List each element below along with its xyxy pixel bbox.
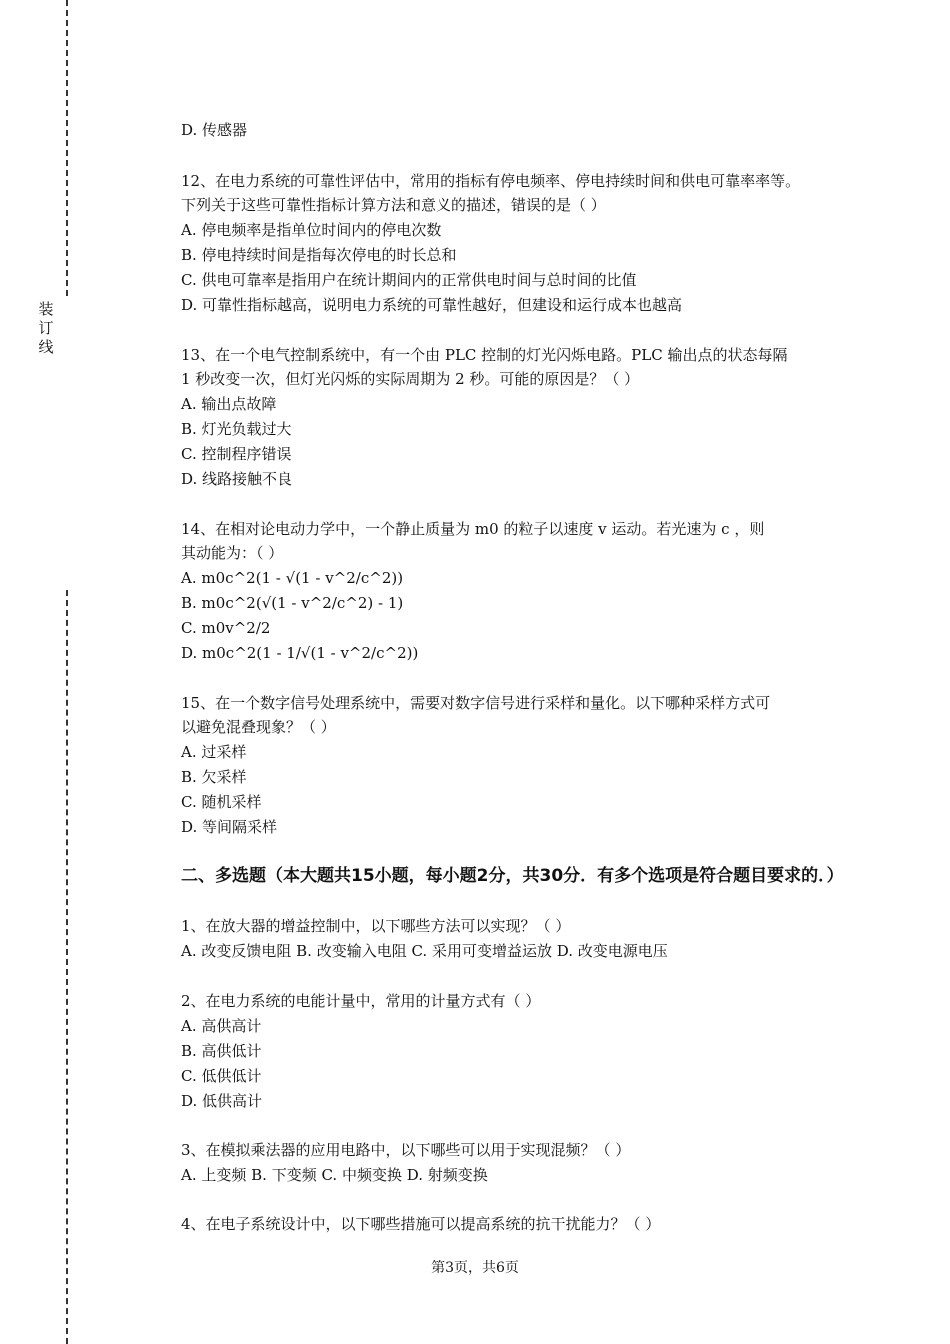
m4-stem: 4、在电子系统设计中，以下哪些措施可以提高系统的抗干扰能力？（ ） [181, 1215, 661, 1233]
m2-option-d: D. 低供高计 [181, 1092, 263, 1110]
q14-option-b: B. m0c^2(√(1 - v^2/c^2) - 1) [181, 594, 404, 612]
q13-stem-line1: 13、在一个电气控制系统中，有一个由 PLC 控制的灯光闪烁电路。PLC 输出点的状态每隔 [181, 346, 788, 364]
q12-stem-line1: 12、在电力系统的可靠性评估中，常用的指标有停电频率、停电持续时间和供电可靠率率等。 [181, 172, 801, 190]
q14-option-d: D. m0c^2(1 - 1/√(1 - v^2/c^2)) [181, 644, 419, 662]
m3-stem: 3、在模拟乘法器的应用电路中，以下哪些可以用于实现混频？（ ） [181, 1141, 631, 1159]
binding-label-char: 线 [38, 338, 54, 356]
q13-option-b: B. 灯光负载过大 [181, 420, 292, 438]
q12-option-d: D. 可靠性指标越高，说明电力系统的可靠性越好，但建设和运行成本也越高 [181, 296, 683, 314]
q15-stem-line2: 以避免混叠现象？（ ） [181, 718, 336, 736]
m2-option-a: A. 高供高计 [181, 1017, 262, 1035]
q13-option-c: C. 控制程序错误 [181, 445, 292, 463]
q12-option-c: C. 供电可靠率是指用户在统计期间内的正常供电时间与总时间的比值 [181, 271, 637, 289]
q15-option-c: C. 随机采样 [181, 793, 262, 811]
binding-dashed-line-bottom [66, 590, 68, 1344]
m1-options: A. 改变反馈电阻 B. 改变输入电阻 C. 采用可变增益运放 D. 改变电源电压 [181, 942, 668, 960]
m2-option-b: B. 高供低计 [181, 1042, 262, 1060]
q15-option-d: D. 等间隔采样 [181, 818, 278, 836]
q13-option-d: D. 线路接触不良 [181, 470, 293, 488]
binding-label-char: 订 [38, 319, 54, 337]
q12-option-a: A. 停电频率是指单位时间内的停电次数 [181, 221, 442, 239]
m2-stem: 2、在电力系统的电能计量中，常用的计量方式有（ ） [181, 992, 541, 1010]
q15-option-b: B. 欠采样 [181, 768, 247, 786]
q12-stem-line2: 下列关于这些可靠性指标计算方法和意义的描述，错误的是（ ） [181, 196, 606, 214]
q15-stem-line1: 15、在一个数字信号处理系统中，需要对数字信号进行采样和量化。以下哪种采样方式可 [181, 694, 771, 712]
binding-label [36, 300, 56, 357]
q13-option-a: A. 输出点故障 [181, 395, 277, 413]
m2-option-c: C. 低供低计 [181, 1067, 262, 1085]
q11-option-d: D. 传感器 [181, 121, 248, 139]
m3-options: A. 上变频 B. 下变频 C. 中频变换 D. 射频变换 [181, 1166, 488, 1184]
q14-option-c: C. m0v^2/2 [181, 619, 271, 637]
binding-dashed-line-top [66, 0, 68, 296]
q12-option-b: B. 停电持续时间是指每次停电的时长总和 [181, 246, 457, 264]
q14-stem-line1: 14、在相对论电动力学中，一个静止质量为 m0 的粒子以速度 v 运动。若光速为 c ，则 [181, 520, 765, 538]
q15-option-a: A. 过采样 [181, 743, 247, 761]
q13-stem-line2: 1 秒改变一次，但灯光闪烁的实际周期为 2 秒。可能的原因是？（ ） [181, 370, 640, 388]
q14-option-a: A. m0c^2(1 - √(1 - v^2/c^2)) [181, 569, 404, 587]
binding-label-char: 装 [38, 300, 54, 318]
section-2-heading: 二、多选题（本大题共15小题，每小题2分，共30分．有多个选项是符合题目要求的．） [181, 866, 844, 886]
q14-stem-line2: 其动能为：（ ） [181, 544, 284, 562]
m1-stem: 1、在放大器的增益控制中，以下哪些方法可以实现？（ ） [181, 917, 571, 935]
page-footer: 第3页，共6页 [431, 1260, 519, 1276]
